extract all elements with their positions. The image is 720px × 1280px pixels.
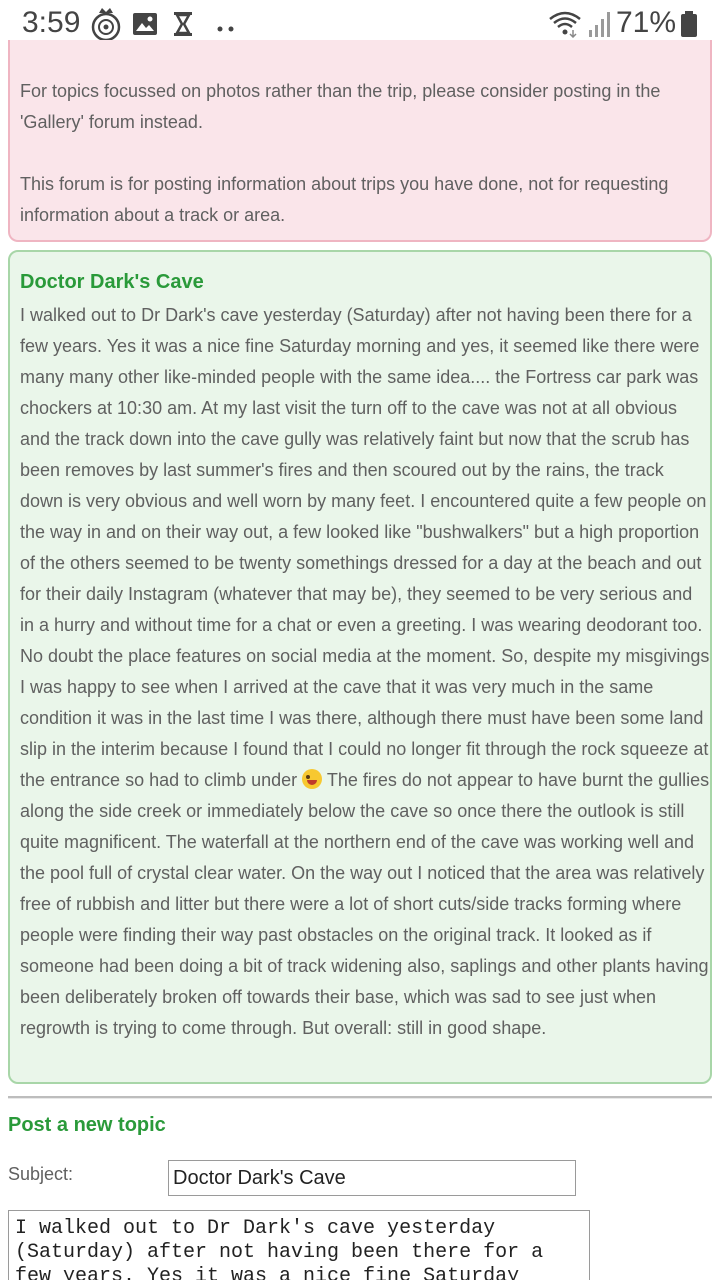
forum-notice bbox=[8, 40, 712, 242]
subject-input[interactable] bbox=[168, 1160, 576, 1196]
battery-icon bbox=[680, 10, 698, 43]
hourglass-icon bbox=[172, 11, 194, 42]
notice-text-line: information about a track or area. bbox=[20, 205, 286, 225]
notice-text-line: 'Gallery' forum instead. bbox=[20, 112, 203, 132]
preview-body-text: I walked out to Dr Dark's cave yesterday (Saturday) after not having been there for a few years. Yes it was a nice fine Saturday morning and yes, it seemed like there were many many other like-minded people with the same idea.... the Fortress car park was chockers at 10:30 am. At my last visit the turn off to the cave was not at all obvious and the track down into the cave gully was relatively faint but now that the scrub has been removes by last summer's fires and then scoured out by the rains, the track down is very obvious and well worn by many feet. I encountered quite a few people on the way in and on their way out, a few looked like "bushwalkers" but a high proportion of the others seemed to be twenty somethings dressed for a day at the beach and out for their daily Instagram (whatever that may be), they seemed to be very serious and in a hurry and without time for a chat or even a greeting. I was wearing deodorant too. No doubt the place features on social media at the moment. So, despite my misgivings I was happy to see when I arrived at the cave that it was very much in the same condition it was in the last time I was there, although there must have been some land slip in the interim because I found that I could no longer fit through the rock squeeze at the entrance so had to climb under bbox=[20, 305, 710, 790]
preview-title: Doctor Dark's Cave bbox=[20, 271, 204, 293]
image-icon bbox=[132, 12, 158, 41]
message-textarea[interactable] bbox=[8, 1210, 590, 1280]
battery-percent: 71% bbox=[615, 6, 676, 39]
more-dots-icon bbox=[216, 20, 236, 38]
signal-icon bbox=[588, 10, 612, 43]
notice-text-line: For topics focussed on photos rather than the trip, please consider posting in the bbox=[20, 81, 661, 101]
winking-tongue-emoji-icon bbox=[302, 769, 322, 789]
preview-body-text: The fires do not appear to have burnt the gullies along the side creek or immediately below the cave so once there the outlook is still quite magnificent. The waterfall at the northern end of the cave was working well and the pool full of crystal clear water. On the way out I noticed that the area was relatively free of rubbish and litter but there were a lot of short cuts/side tracks forming where people were finding their way past obstacles on the original track. It looked as if someone had been doing a bit of track widening also, saplings and other plants having been deliberately broken off towards their base, which was sad to see just when regrowth is trying to come through. But overall: still in good shape. bbox=[20, 770, 710, 1038]
status-time: 3:59 bbox=[22, 6, 81, 39]
post-preview bbox=[8, 250, 712, 1084]
notice-text-line: This forum is for posting information about trips you have done, not for requesting bbox=[20, 174, 669, 194]
wifi-icon bbox=[548, 10, 582, 43]
preview-body bbox=[20, 300, 710, 1044]
new-topic-heading: Post a new topic bbox=[8, 1114, 166, 1136]
section-divider bbox=[8, 1096, 712, 1099]
subject-label: Subject: bbox=[8, 1164, 74, 1184]
